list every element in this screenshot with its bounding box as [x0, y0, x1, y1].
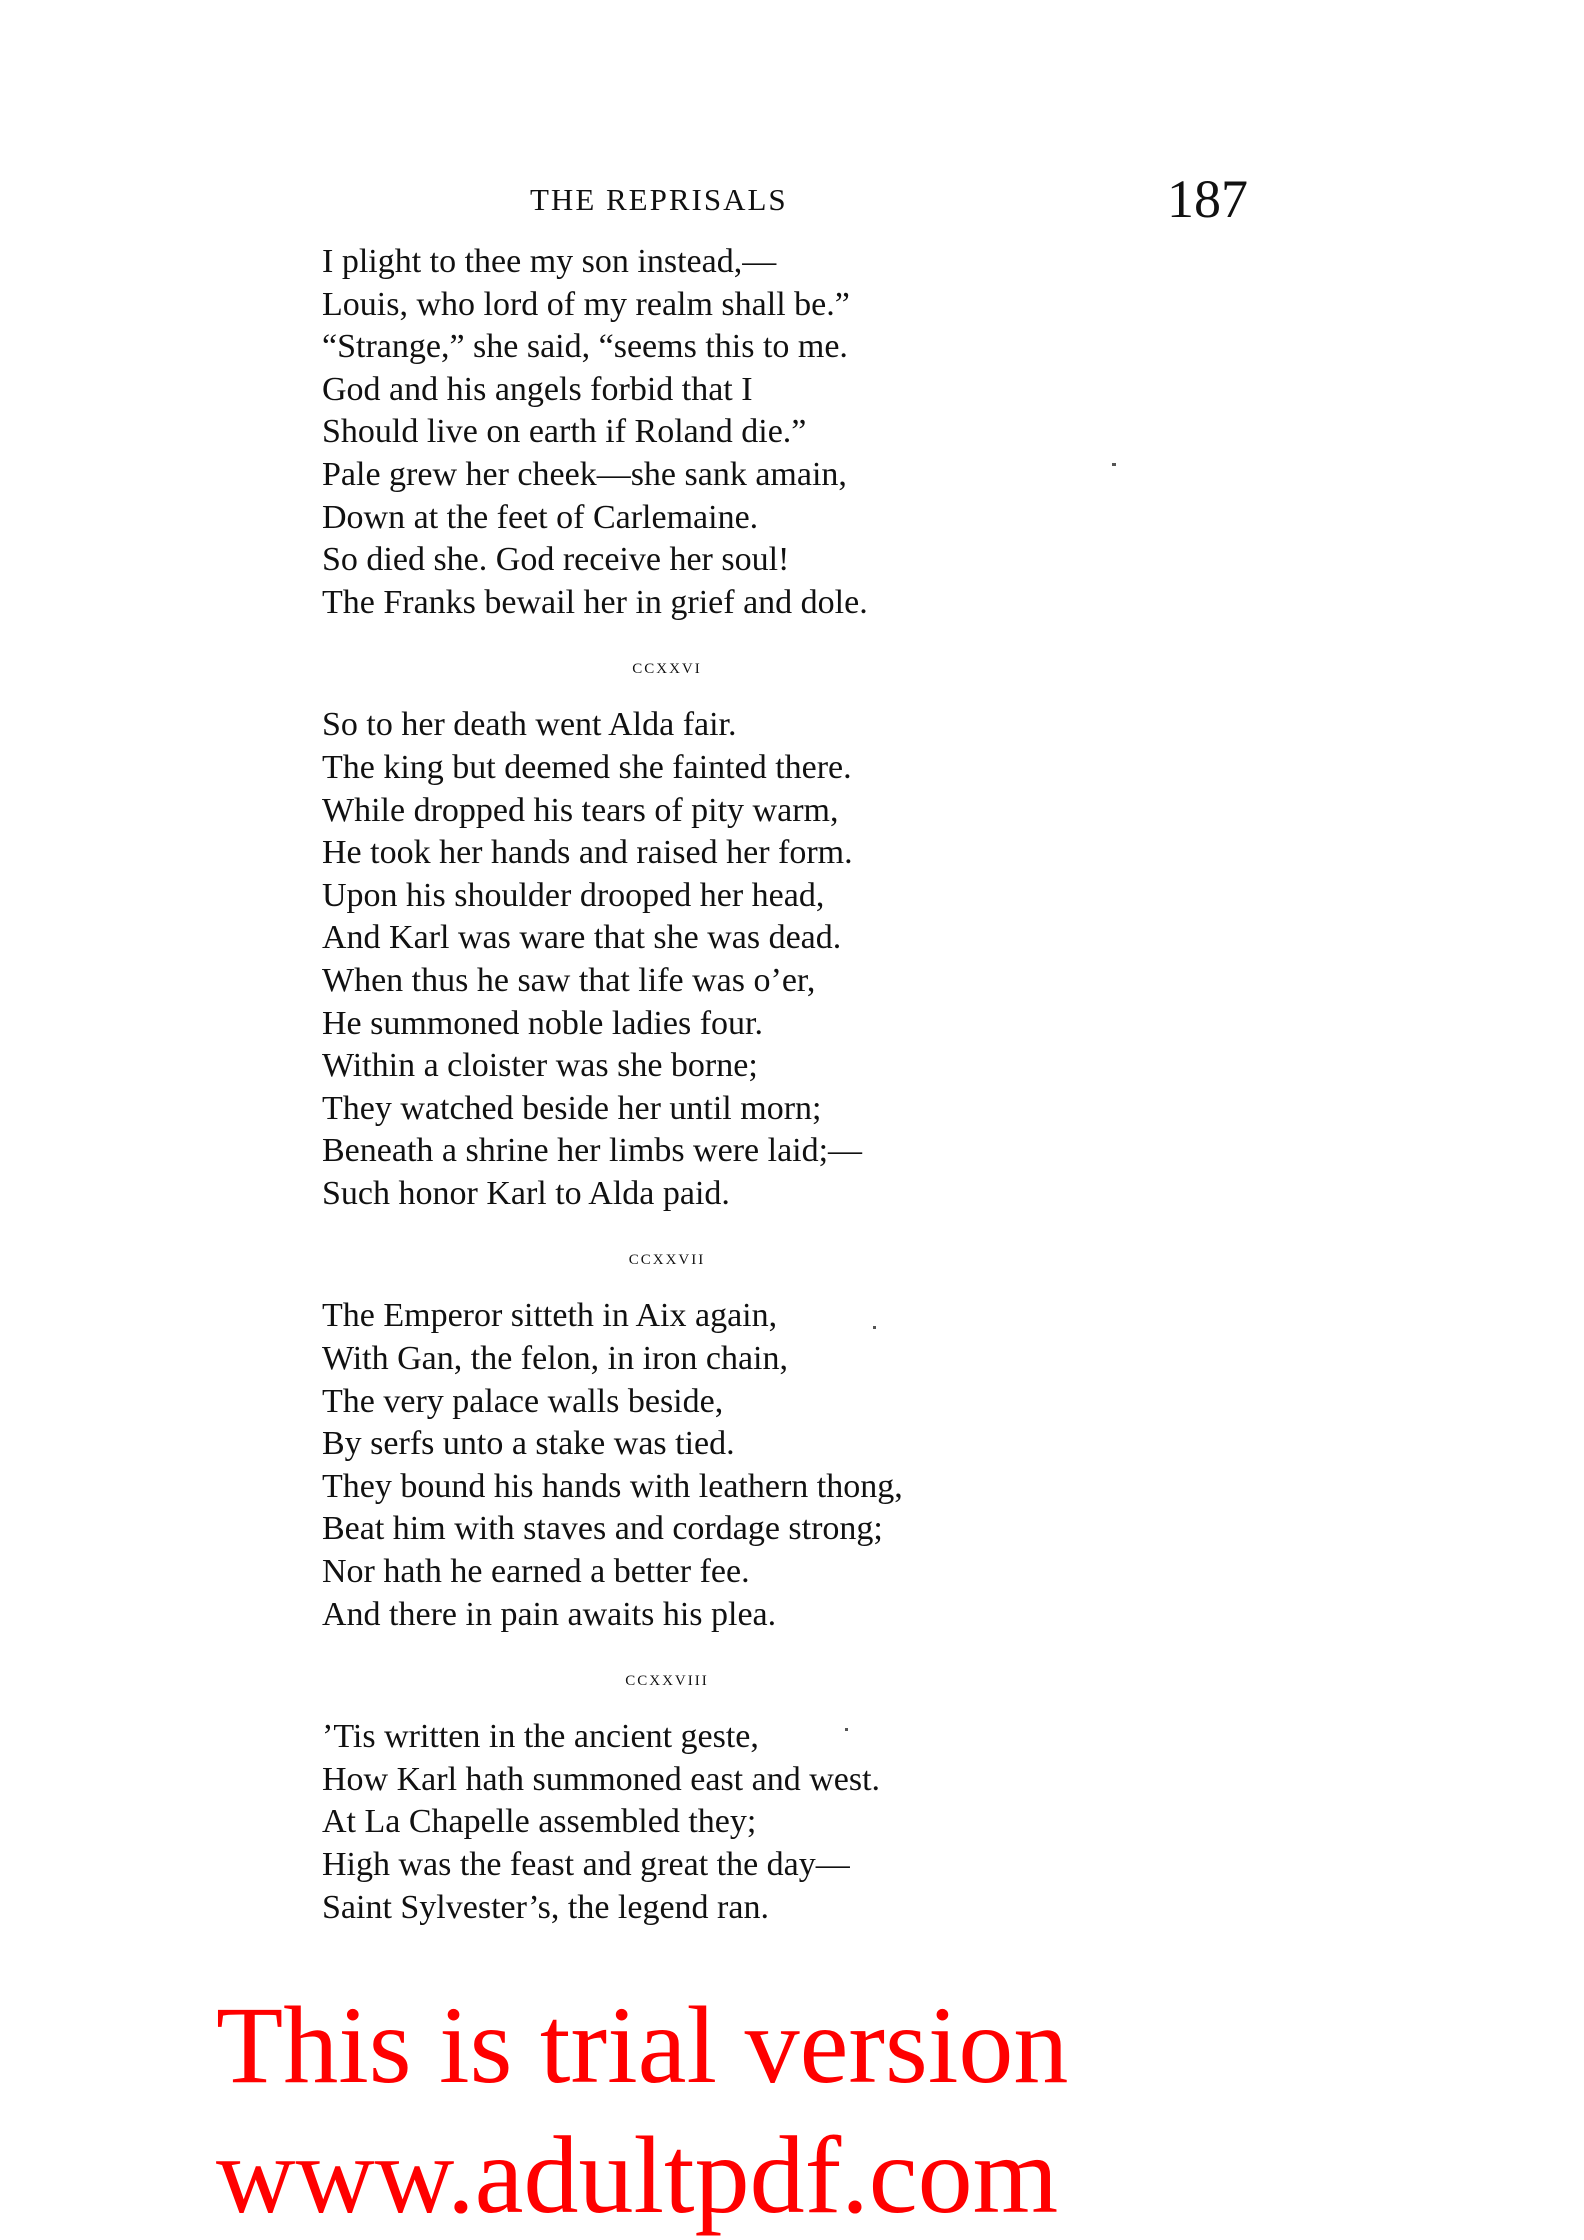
verse-line: At La Chapelle assembled they;	[322, 1803, 757, 1841]
verse-line: Louis, who lord of my realm shall be.”	[322, 285, 850, 323]
verse-line: Beat him with staves and cordage strong;	[322, 1510, 883, 1548]
verse-line: Within a cloister was she borne;	[322, 1047, 758, 1085]
opening-lines	[322, 241, 1082, 624]
verse-line: How Karl hath summoned east and west.	[322, 1760, 881, 1798]
verse-line: When thus he saw that life was o’er,	[322, 961, 816, 999]
verse-line: With Gan, the felon, in iron chain,	[322, 1340, 789, 1378]
verse-line: I plight to thee my son instead,—	[322, 243, 777, 280]
scan-speck	[873, 1326, 876, 1329]
verse-line: The king but deemed she fainted there.	[322, 748, 852, 786]
verse-line: Should live on earth if Roland die.”	[322, 413, 807, 451]
verse-line: Beneath a shrine her limbs were laid;—	[322, 1132, 863, 1170]
stanza-heading: ccxxvi	[632, 653, 702, 679]
verse-line: Upon his shoulder drooped her head,	[322, 876, 825, 914]
verse-line: And Karl was ware that she was dead.	[322, 919, 842, 957]
verse-line: Saint Sylvester’s, the legend ran.	[322, 1888, 769, 1926]
verse-line: The Emperor sitteth in Aix again,	[322, 1297, 778, 1335]
scan-speck	[845, 1728, 848, 1731]
trial-watermark-line2: www.adultpdf.com	[216, 2114, 1059, 2236]
page-number: 187	[1167, 169, 1248, 229]
stanza-ccxxvi	[322, 646, 1082, 1215]
trial-watermark-line1: This is trial version	[216, 1984, 1069, 2106]
verse-line: Such honor Karl to Alda paid.	[322, 1174, 730, 1212]
stanza-ccxxviii	[322, 1658, 1082, 1929]
stanza-heading: ccxxviii	[625, 1665, 709, 1691]
scan-speck	[1112, 463, 1116, 466]
verse-line: They bound his hands with leathern thong,	[322, 1467, 903, 1505]
verse-line: Pale grew her cheek—she sank amain,	[322, 455, 847, 493]
verse-line: While dropped his tears of pity warm,	[322, 791, 839, 829]
verse-line: God and his angels forbid that I	[322, 370, 753, 408]
verse-line: He took her hands and raised her form.	[322, 834, 853, 872]
verse-line: They watched beside her until morn;	[322, 1089, 822, 1127]
verse-line: “Strange,” she said, “seems this to me.	[322, 328, 848, 366]
verse-line: So died she. God receive her soul!	[322, 541, 790, 579]
verse-line: Down at the feet of Carlemaine.	[322, 498, 759, 536]
verse-line: So to her death went Alda fair.	[322, 706, 737, 744]
stanza-heading: ccxxvii	[628, 1244, 706, 1270]
running-head: THE REPRISALS	[530, 182, 788, 217]
verse-line: And there in pain awaits his plea.	[322, 1595, 777, 1633]
verse-line: By serfs unto a stake was tied.	[322, 1425, 735, 1463]
poem-text	[322, 241, 1082, 1929]
verse-line: Nor hath he earned a better fee.	[322, 1553, 750, 1591]
stanza-ccxxvii	[322, 1237, 1082, 1636]
verse-line: The very palace walls beside,	[322, 1382, 724, 1420]
verse-line: The Franks bewail her in grief and dole.	[322, 583, 868, 621]
verse-line: ’Tis written in the ancient geste,	[322, 1718, 759, 1756]
verse-line: He summoned noble ladies four.	[322, 1004, 763, 1042]
verse-line: High was the feast and great the day—	[322, 1846, 850, 1883]
